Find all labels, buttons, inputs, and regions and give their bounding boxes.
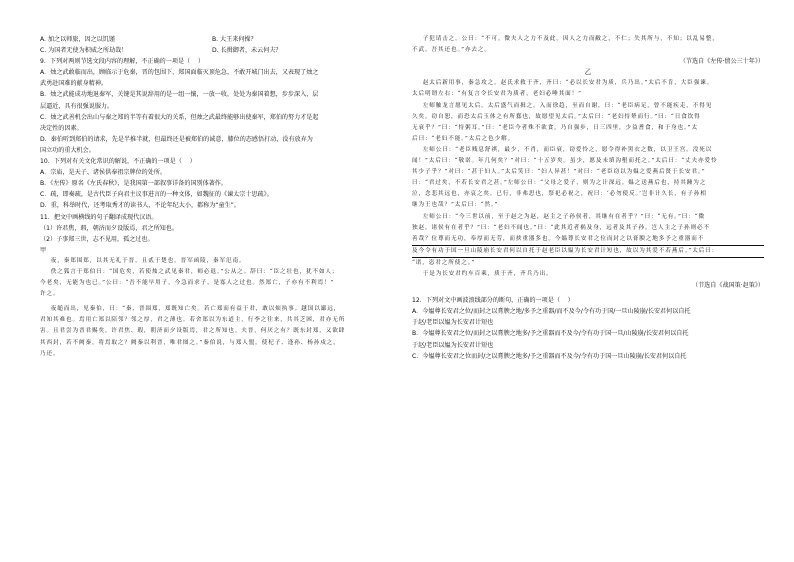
q10-line: D．重，科举时代，还考取秀才的读书人，不论年纪大小，都称为“童生”。 [40, 202, 240, 210]
q10-line: 10．下列对有关文化常识的解说，不正确的一项是（ ） [40, 158, 196, 166]
q12-line: 12．下列对文中画波浪线部分的断句，正确的一项是（ ） [412, 297, 574, 305]
passage-line: 无衰乎？”曰：“恃粥耳。”曰：“老臣今者殊不欲食，乃自强步，日三四里，少益耆食，和于身也。”太 [412, 124, 698, 131]
source-citation: （节选自《战国策·赵策》） [691, 282, 764, 290]
q9-line: D．秦伯听到郑伯的请求，先是半推半就，但最终还是被郑伯的诚意，膝位的态感悟打动，没有放弃为 [40, 135, 313, 143]
passage-line: 于是为长安君约车百乘，质于齐，齐兵乃出。 [412, 270, 553, 277]
passage-line: 闻！”太后曰：“敬诺。年几何矣？”对曰：“十五岁矣。虽少，愿及未填沟壑而托之。”太后曰：“丈夫亦爱怜 [412, 158, 718, 165]
source-citation: （节选自《左传·僖公三十年》） [679, 58, 764, 66]
right-column [412, 34, 764, 362]
q12-line: 于赵/老臣以媪为长安君计短也 [412, 319, 494, 327]
underlined-passage-line: 善哉？位尊而无功，奉厚而无劳，而挟重器多也。今媪尊长安君之位而封之以膏腴之地多予之重器而不 [412, 234, 764, 246]
passage-line: “诺，恣君之所使之。” [412, 259, 476, 266]
q8-option-d: D. 长揖御者，未云何夫？ [212, 47, 282, 55]
passage-line: 夜，秦郑围郑，以其无礼于晋，且贰于楚也。晋军函陵，秦军氾南。 [40, 257, 246, 264]
passage-jia-label: 甲 [40, 246, 47, 254]
q12-line: C．今媪尊长安君之位而封/之以膏腴之地多/予之重器而不及今/令有功于国一旦山陵崩/长安君何以自托 [412, 352, 687, 360]
question-12 [412, 295, 764, 362]
passage-line: 其西封，若不阙秦，将焉取之？阙秦以利晋，唯君图之。”秦伯说，与郑人盟。使杞子、逢孙、杨孙戍之， [40, 339, 340, 346]
passage-line: 左师公曰：“老臣贱息舒祺，最少，不肖，而臣衰，窃爱怜之，愿令得补黑衣之数，以卫王宫。没死以 [412, 146, 713, 153]
passage-line: 乃还。 [40, 350, 60, 357]
q11-line: （1）许君焦，瑕，朝济而夕设版焉，君之所知也。 [40, 224, 178, 232]
q8-option-b: B. 大王来何操？ [212, 36, 257, 43]
left-column [40, 34, 392, 360]
passage-line: 左师公曰：“今三世以前，至于赵之为赵，赵主之子孙侯者，其继有在者乎？”曰：“无有。”曰：“微 [412, 213, 705, 220]
question-10 [40, 156, 392, 211]
q9-line: 决定性的因素。 [40, 124, 83, 132]
passage-line: 独赵，诸侯有在者乎？”曰：“老妇不闻也。”曰：“此其近者祸及身，远者及其子孙。岂人主之子孙则必不 [412, 224, 710, 231]
passage-line: 不武。吾其还也。”亦去之。 [412, 47, 491, 54]
passage-line: 久矣。窃自恕，而恐太后玉体之有所郄也，故愿望见太后。”太后曰：“老妇恃辇而行。”曰：“日食饮得 [412, 113, 701, 120]
q8-options-row-2 [40, 45, 392, 56]
q8-option-a: A. 加之以师旅，因之以饥馑 [40, 36, 115, 43]
q9-line: A．烛之武敢临而出，顾临示于危秦，晋的包围下，郑国面临灭顶危急，不敢开城门出去，又表现了烛之 [40, 69, 319, 77]
underlined-passage-line: 及今令有功于国一旦山陵崩长安君何以自托于赵老臣以媪为长安君计短也，故以为其爱不若燕后。”太后曰： [412, 246, 764, 258]
passage-line: 夜缒而出，见秦伯，曰：“秦、晋围郑，郑既知亡矣。若亡郑而有益于君，敢以烦执事。越国以鄙远， [40, 306, 341, 313]
q9-line: C．烛之武善机会出山与秦之郑的半等有着很大的关系，但烛之武最终能够出使秦军，郑伯的努力才是起 [40, 113, 319, 121]
q11-line: （2）子事郑三世，志不见用，孤之过也。 [40, 235, 154, 243]
q10-line: A．宗庙，是天子、诸侯供奉祖宗牌位的处所。 [40, 169, 167, 177]
passage-line: 许之。 [40, 291, 60, 298]
q8-options-row-1 [40, 34, 392, 45]
passage-line: 继为王也哉？”太后曰：“然。” [412, 202, 499, 209]
passage-line: 太后明谓左右：“有复言令长安君为质者，老妇必唾其面！” [412, 91, 582, 98]
q10-line: C．疏，即奏疏，是古代臣子向君主议事进言的一种文体，如魏征的《谏太宗十思疏》。 [40, 191, 273, 199]
q12-line: B．今媪尊长安君之位/而封之以膏腴之地多/予之重器而不及今/令有功于国一旦/山陵崩/长安君何以自托 [412, 330, 689, 338]
q10-line: B．《左传》原名《左氏春秋》，是我国第一部叙事详备的国别体著作。 [40, 180, 227, 188]
passage-line: 赵太后新用事，秦急攻之。赵氏求救于齐，齐曰：“必以长安君为质，兵乃出。”太后不肯，大臣强谏。 [412, 80, 714, 87]
passage-line: 其少子乎？”对曰：“甚于妇人。”太后笑曰：“妇人异甚！”对曰：“老臣窃以为媪之爱燕后贤于长安君。” [412, 169, 706, 176]
passage-line: 泣，念悲其远也，亦哀之矣。已行，非弗思也，祭祀必祝之，祝曰：‘必勿使反。’岂非计久长，有子孙相 [412, 191, 707, 198]
q12-line: 于赵/老臣以媪为长安君计短也 [412, 341, 494, 349]
passage-line: 今老矣，无能为也已。”公曰：“吾不能早用子，今急而求子，是寡人之过也。然郑亡，子亦有不利焉！” [40, 280, 335, 287]
passage-line: 左师触龙言愿见太后。太后盛气而揖之。入而徐趋，至而自谢，曰：“老臣病足，曾不能疾走，不得见 [412, 102, 713, 109]
q9-line: 9．下列对两则节选文段内容的理解，不正确的一项是（ ） [40, 58, 204, 66]
question-11 [40, 212, 392, 245]
passage-yi-label: 乙 [584, 68, 592, 77]
passage-line: 君知其难也。焉用亡郑以陪邻？邻之厚，君之薄也。若舍郑以为东道主，行李之往来，共其乏困，君亦无所 [40, 317, 346, 324]
q8-option-c: C. 为国者无使为积威之所劫哉！ [40, 47, 128, 55]
q9-line: 国立功的重大机会。 [40, 146, 95, 154]
q11-line: 11．把文中画横线的句子翻译成现代汉语。 [40, 213, 158, 221]
passage-yi [412, 78, 764, 280]
passage-line: 害。且君尝为晋君赐矣，许君焦、瑕，朝济而夕设版焉，君之所知也。夫晋，何厌之有？既东封郑，又欲肆 [40, 328, 346, 335]
q9-line: 层逼近，具有很强说服力。 [40, 102, 114, 110]
q12-line: A．今媪尊长安君之位/而封之以膏腴之地/多予之重器/而不及今/令有功于国/一旦山陵崩/长安君何以自托 [412, 308, 691, 316]
q9-line: 武勇赴国难的献身精神。 [40, 80, 108, 88]
passage-jia [40, 256, 392, 360]
passage-line: 后曰：“老妇不能。”太后之色少解。 [412, 135, 515, 142]
q9-line: B．烛之武能成功地退秦军，关键是其说辞用的是一组一攘，一放一收，处处为秦国着想，步步深入，层 [40, 91, 319, 99]
question-9 [40, 56, 392, 156]
passage-line: 佚之狐言于郑伯曰：“国危矣，若使烛之武见秦君，师必退。”公从之。辞曰：“臣之壮也，犹不如人； [40, 268, 339, 275]
passage-line: 曰：“君过矣，不若长安君之甚。”左师公曰：“父母之爱子，则为之计深远。媪之送燕后也，持其踵为之 [412, 180, 707, 187]
passage-line: 子犯请击之。公曰：“不可。微夫人之力不及此。因人之力而敝之，不仁；失其所与，不知；以乱易整， [412, 36, 719, 42]
